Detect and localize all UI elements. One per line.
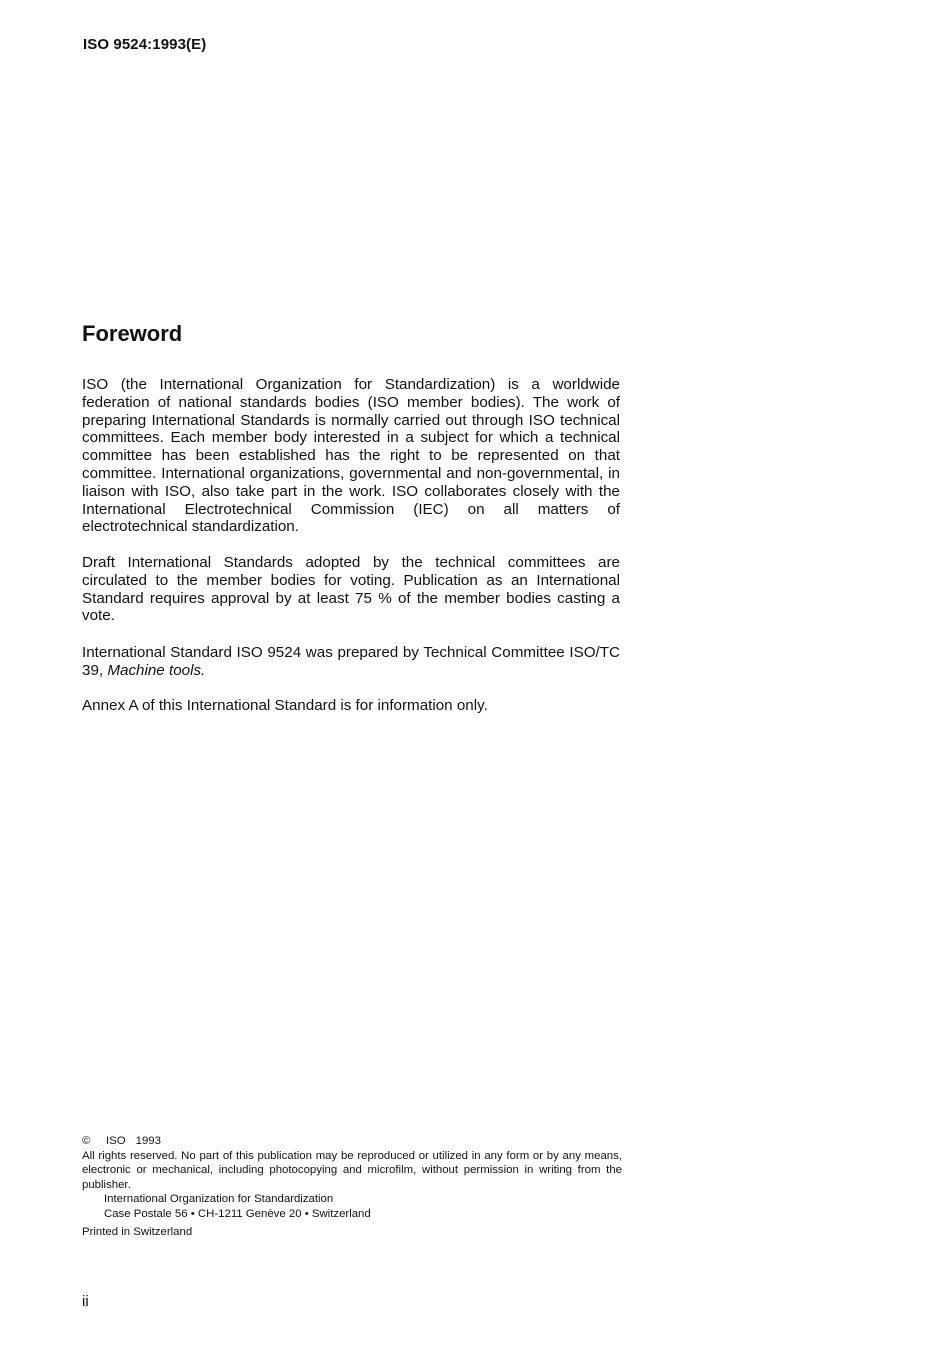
document-header-id: ISO 9524:1993(E) xyxy=(83,36,207,53)
copyright-symbol: © xyxy=(82,1135,91,1147)
copyright-year: 1993 xyxy=(135,1135,161,1147)
page-number: ii xyxy=(82,1293,89,1310)
printed-location: Printed in Switzerland xyxy=(82,1226,193,1238)
foreword-paragraph-2: Draft International Standards adopted by the technical committees are circulated to the member bodies for voting. Publication as an International Standard requires approval by at least 75 % of the member bodies casting a vote. xyxy=(82,554,620,625)
foreword-title: Foreword xyxy=(82,321,183,346)
foreword-paragraph-4: Annex A of this International Standard is for information only. xyxy=(82,697,488,714)
publisher-address: Case Postale 56 • CH-1211 Genève 20 • Switzerland xyxy=(104,1207,371,1220)
copyright-owner: ISO xyxy=(106,1135,126,1147)
copyright-line xyxy=(82,1134,622,1149)
committee-title: Machine tools. xyxy=(107,661,206,679)
publisher-organization: International Organization for Standardization xyxy=(104,1193,334,1205)
rights-notice: All rights reserved. No part of this publication may be reproduced or utilized in any form or by any means, electronic or mechanical, including photocopying and microfilm, without permission in writing from the publisher. xyxy=(82,1149,622,1191)
foreword-paragraph-1: ISO (the International Organization for Standardization) is a worldwide federation of national standards bodies (ISO member bodies). The work of preparing International Standards is normally carried out through ISO technical committees. Each member body interested in a subject for which a technical committee has been established has the right to be represented on that committee. International organizations, governmental and non-governmental, in liaison with ISO, also take part in the work. ISO collaborates closely with the International Electrotechnical Commission (IEC) on all matters of electrotechnical standardization. xyxy=(82,376,620,536)
copyright-block xyxy=(82,1134,622,1240)
paragraph-3-text: International Standard ISO 9524 was prepared by Technical Committee ISO/TC 39, xyxy=(82,644,620,679)
foreword-paragraph-3 xyxy=(82,644,620,680)
